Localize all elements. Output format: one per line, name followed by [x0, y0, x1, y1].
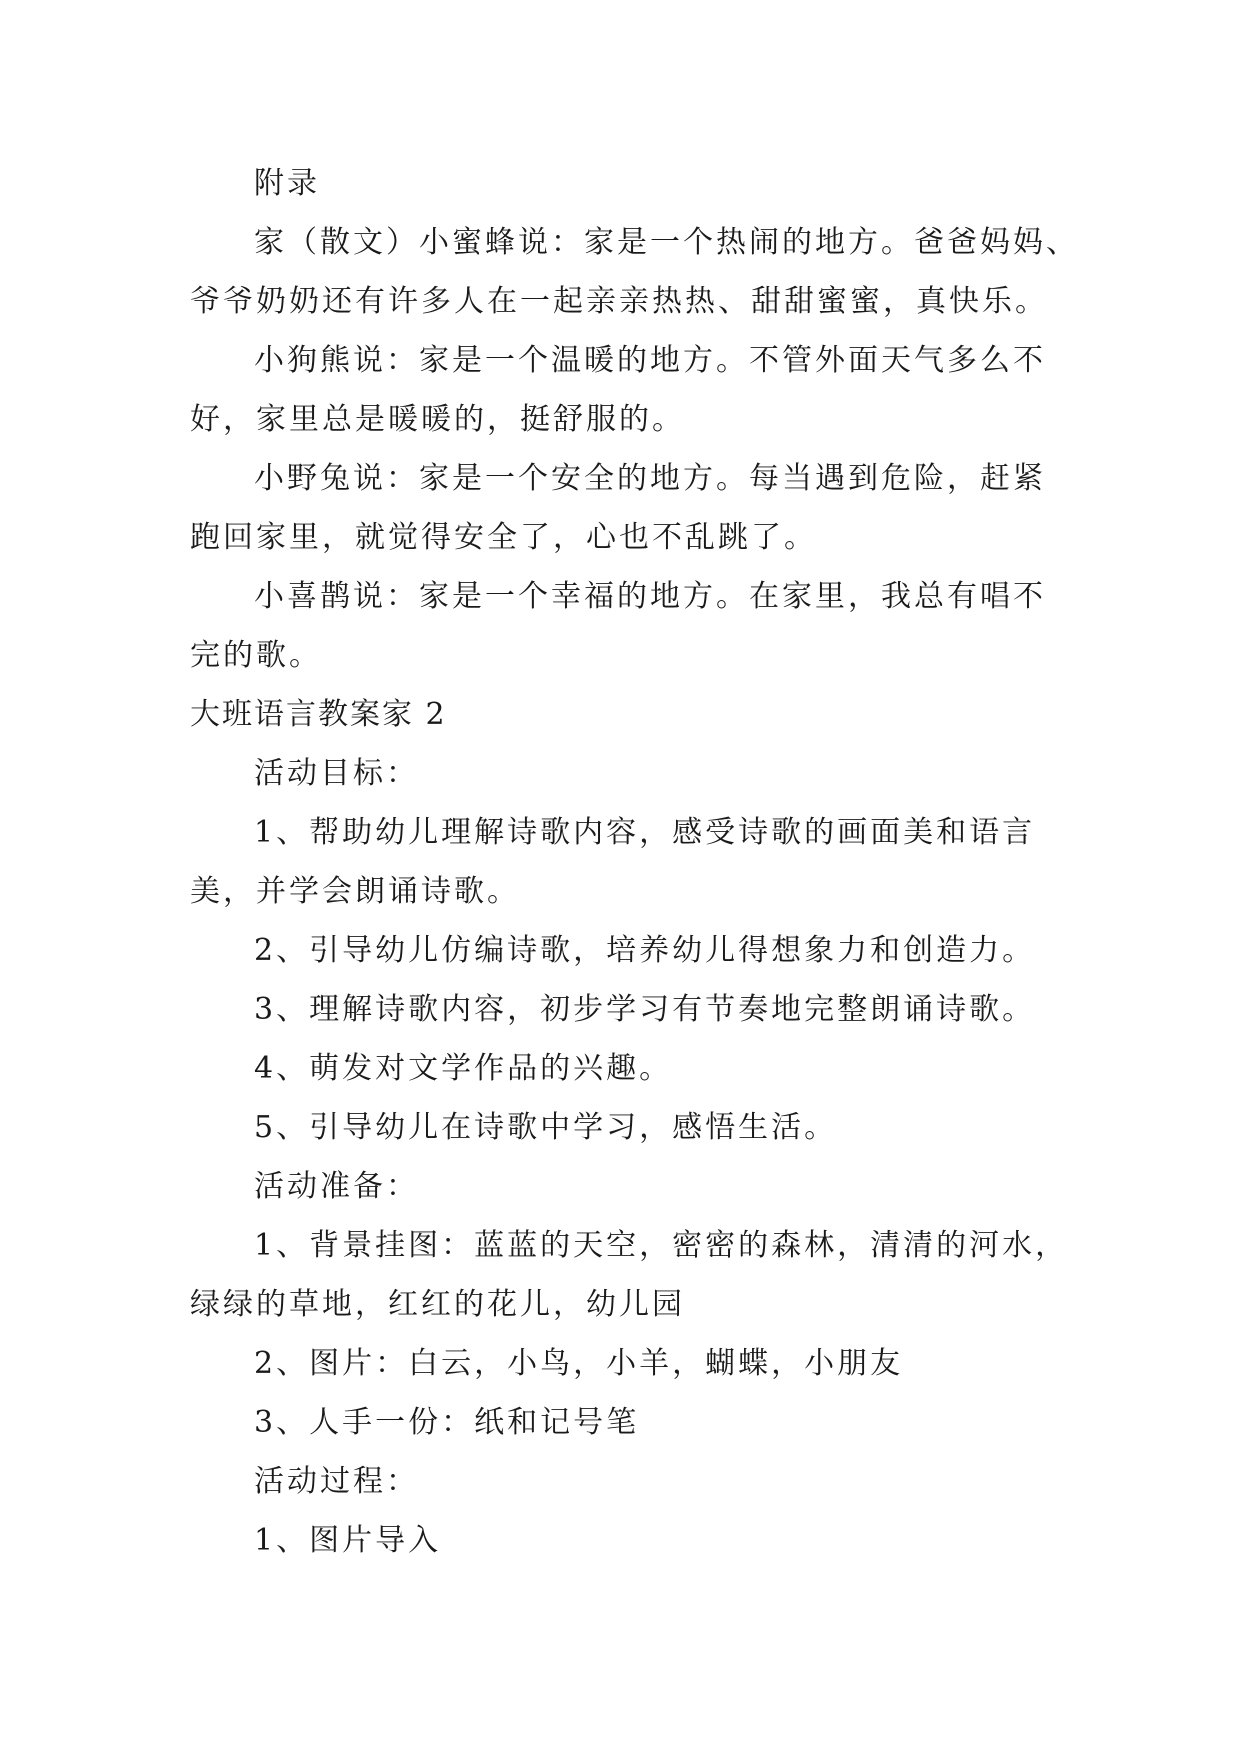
list-item: 3、人手一份：纸和记号笔	[254, 1405, 640, 1440]
appendix-heading: 附录	[254, 166, 320, 201]
list-item-continuation: 美，并学会朗诵诗歌。	[190, 874, 520, 909]
list-item: 1、帮助幼儿理解诗歌内容，感受诗歌的画面美和语言	[254, 815, 1036, 850]
paragraph-line: 小狗熊说：家是一个温暖的地方。不管外面天气多么不	[254, 343, 1046, 378]
subsection-heading: 活动目标：	[254, 756, 419, 791]
paragraph-line: 小喜鹊说：家是一个幸福的地方。在家里，我总有唱不	[254, 579, 1046, 614]
paragraph-line: 爷爷奶奶还有许多人在一起亲亲热热、甜甜蜜蜜，真快乐。	[190, 284, 1048, 319]
list-item: 1、背景挂图：蓝蓝的天空，密密的森林，清清的河水，	[254, 1228, 1069, 1263]
list-item: 4、萌发对文学作品的兴趣。	[254, 1051, 673, 1086]
section-title: 大班语言教案家 2	[190, 697, 447, 732]
list-item: 2、图片：白云，小鸟，小羊，蝴蝶，小朋友	[254, 1346, 904, 1381]
paragraph-line: 完的歌。	[190, 638, 322, 673]
paragraph-line: 小野兔说：家是一个安全的地方。每当遇到危险，赶紧	[254, 461, 1046, 496]
paragraph-line: 家（散文）小蜜蜂说：家是一个热闹的地方。爸爸妈妈、	[254, 225, 1079, 260]
paragraph-line: 好，家里总是暖暖的，挺舒服的。	[190, 402, 685, 437]
paragraph-line: 跑回家里，就觉得安全了，心也不乱跳了。	[190, 520, 817, 555]
document-body	[190, 154, 1090, 1570]
list-item: 2、引导幼儿仿编诗歌，培养幼儿得想象力和创造力。	[254, 933, 1036, 968]
list-item-continuation: 绿绿的草地，红红的花儿，幼儿园	[190, 1287, 685, 1322]
list-item: 5、引导幼儿在诗歌中学习，感悟生活。	[254, 1110, 838, 1145]
list-item: 3、理解诗歌内容，初步学习有节奏地完整朗诵诗歌。	[254, 992, 1036, 1027]
list-item: 1、图片导入	[254, 1523, 442, 1558]
subsection-heading: 活动准备：	[254, 1169, 419, 1204]
subsection-heading: 活动过程：	[254, 1464, 419, 1499]
